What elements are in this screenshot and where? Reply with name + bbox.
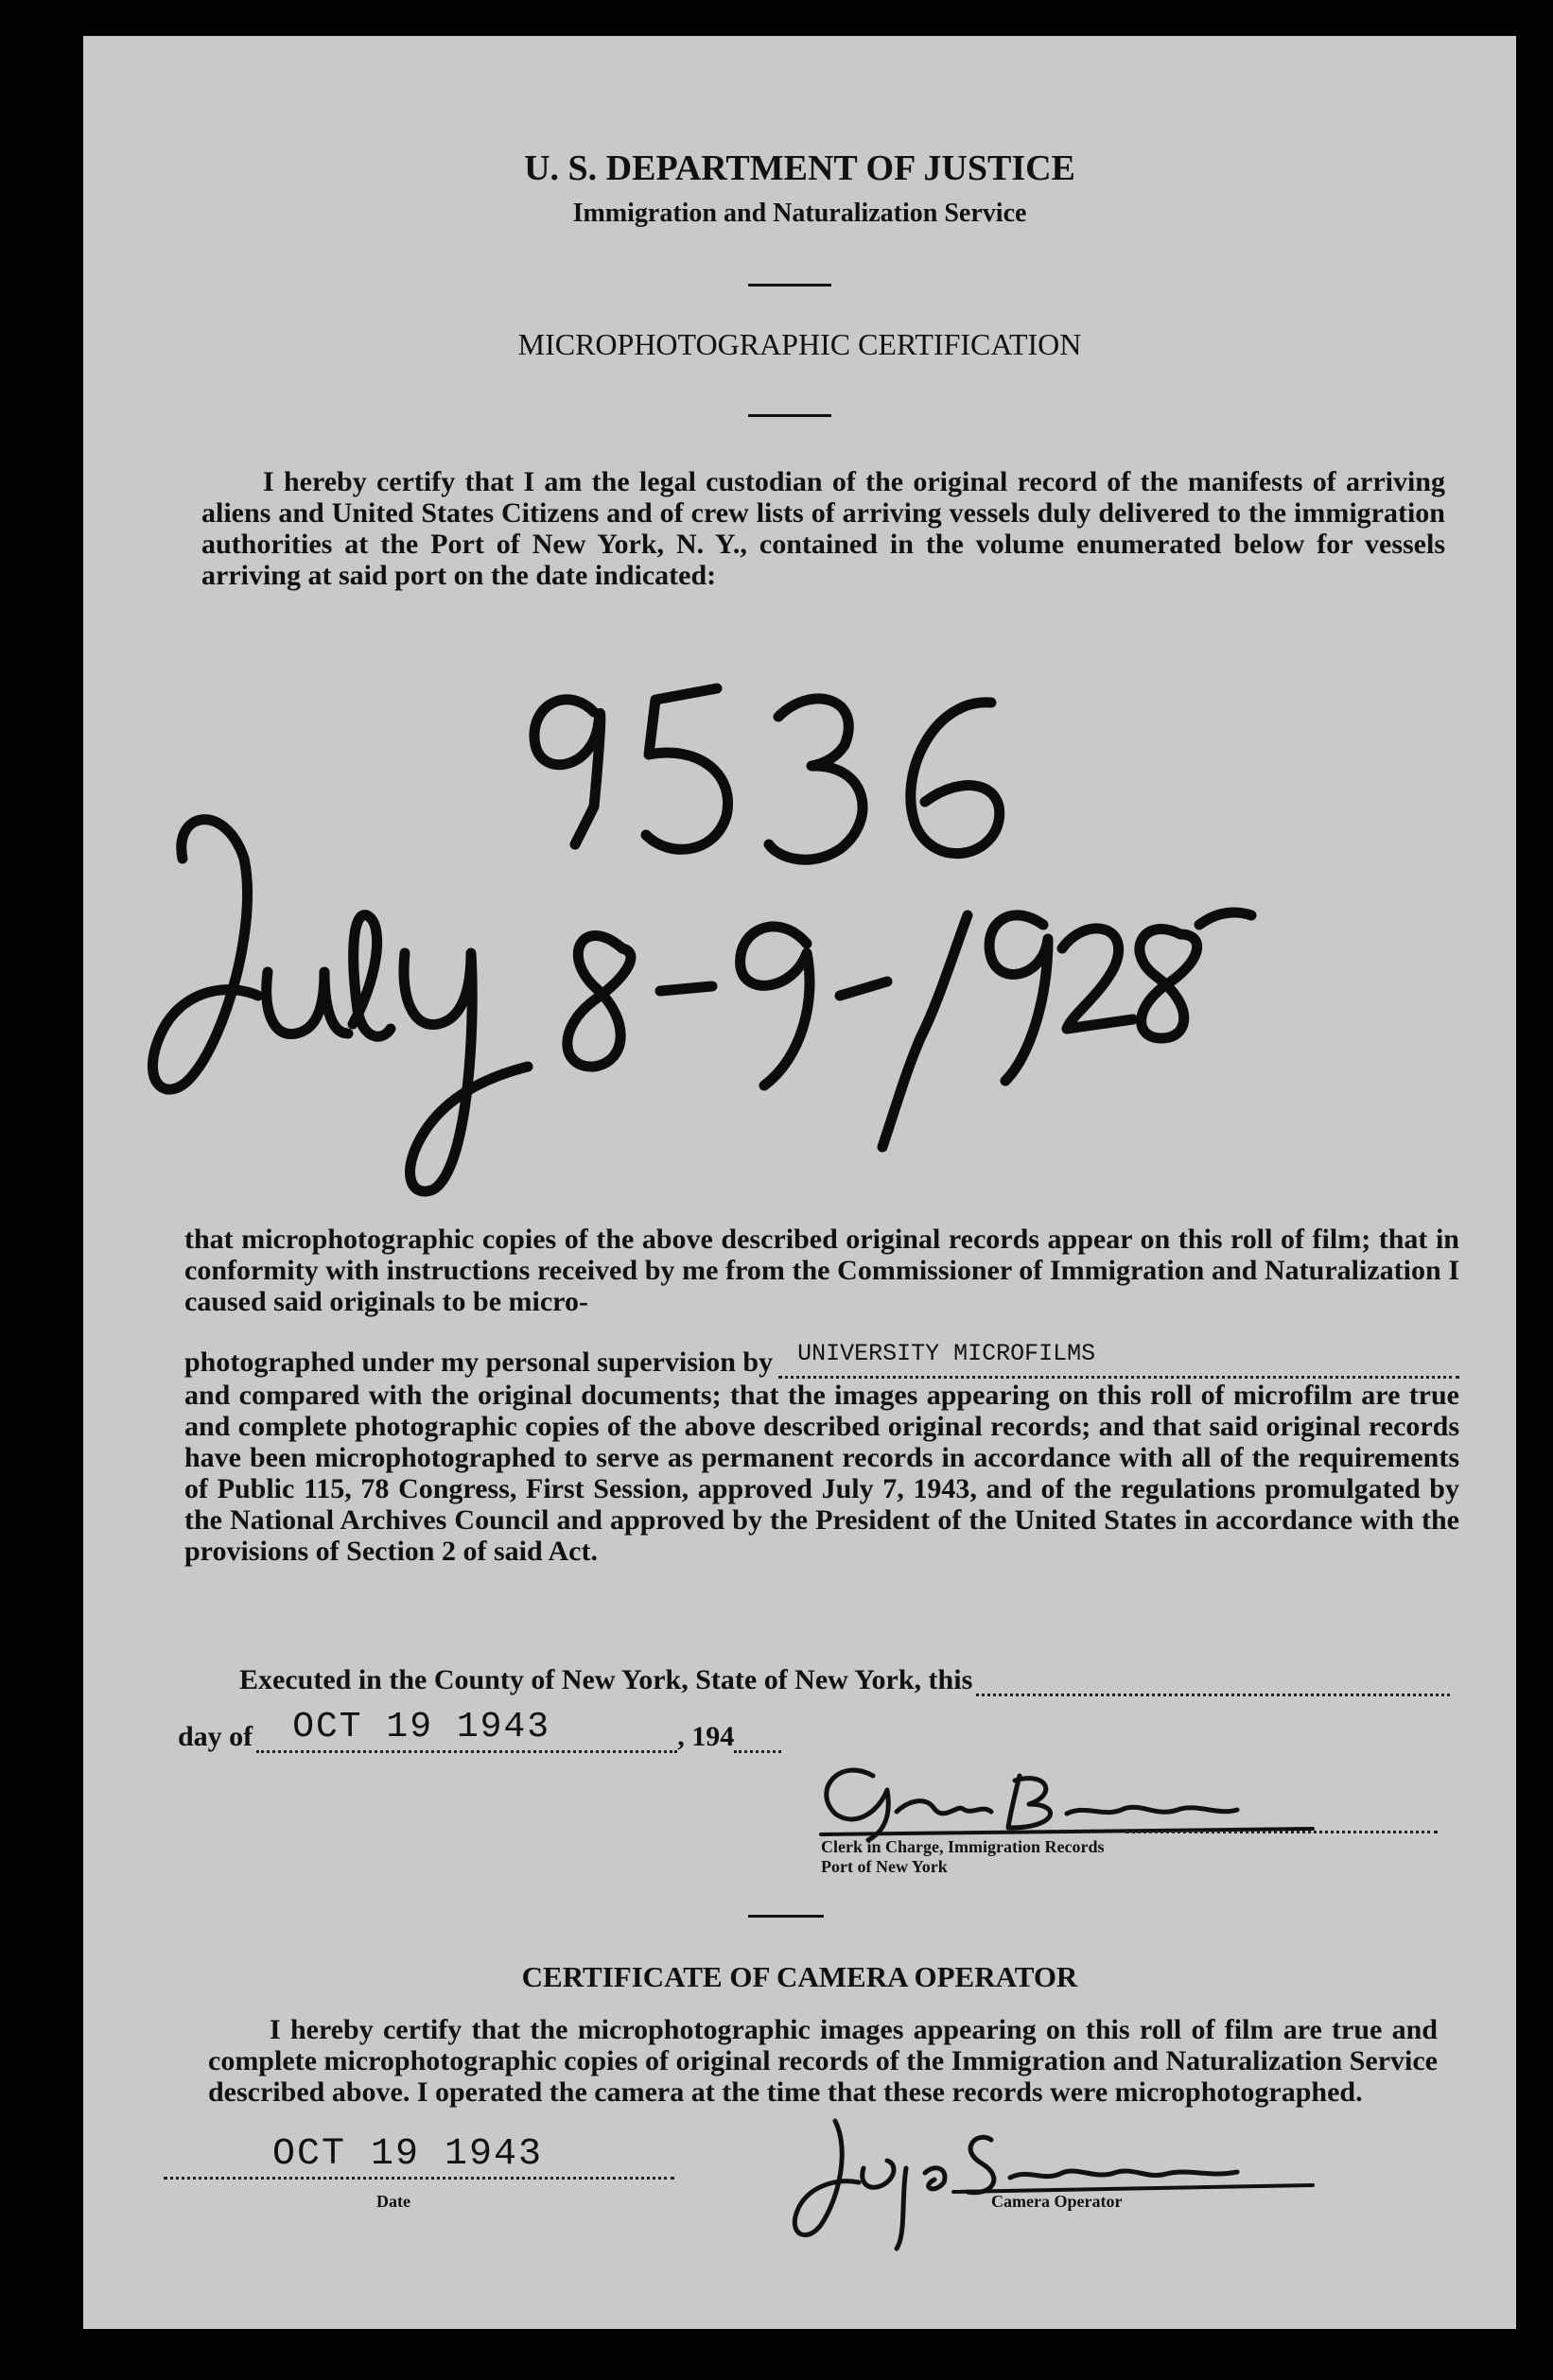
clerk-port: Port of New York [821, 1857, 948, 1876]
department-heading: U. S. DEPARTMENT OF JUSTICE [524, 148, 1075, 188]
supervision-label: photographed under my personal supervision by [184, 1346, 774, 1378]
date-label: Date [376, 2192, 410, 2211]
day-of-label: day of [178, 1721, 253, 1752]
camera-date-field [164, 2133, 674, 2182]
service-subheading: Immigration and Naturalization Service [572, 199, 1027, 228]
camera-certificate-statement: I hereby certify that the microphotographic images appearing on this roll of film are true and complete microphotographic copies of original records of the Immigration and Naturalization Service described above. I operated the camera at the time that these records were microphotographed. [208, 2014, 1438, 2108]
camera-stamp-date: OCT 19 1943 [272, 2133, 544, 2176]
clerk-signature [783, 1738, 1313, 1851]
executed-label: Executed in the County of New York, State of New York, this [239, 1664, 973, 1695]
year-field [734, 1726, 781, 1753]
microfilmer-field [778, 1340, 1459, 1379]
camera-operator-label: Camera Operator [991, 2192, 1123, 2211]
divider [748, 284, 831, 287]
clerk-title: Clerk in Charge, Immigration Records [821, 1837, 1105, 1856]
divider [748, 1915, 824, 1918]
camera-operator-signature [745, 2093, 1370, 2253]
certificate-sheet [83, 36, 1516, 2329]
day-of-field [256, 1707, 677, 1753]
supervision-line [184, 1340, 1459, 1379]
day-of-line [178, 1707, 783, 1753]
microphotography-statement-c: and compared with the original documents; that the images appearing on this roll of microfilm are true and complete photographic copies of the above described original records; and that said original records have been microphotographed to serve as permanent records in accordance with all of the requirements of Public 115, 78 Congress, First Session, approved July 7, 1943, and of the regulations promulgated by the National Archives Council and approved by the President of the United States in accordance with the provisions of Section 2 of said Act. [184, 1380, 1459, 1567]
microphotography-statement-a: that microphotographic copies of the above described original records appear on this roll of film; that in conformity with instructions received by me from the Commissioner of Immigration and Naturalization I caused said originals to be micro- [184, 1224, 1459, 1317]
divider [748, 414, 831, 417]
executed-line [239, 1664, 1450, 1696]
camera-certificate-title: CERTIFICATE OF CAMERA OPERATOR [521, 1960, 1078, 1993]
microfilmer-name: UNIVERSITY MICROFILMS [797, 1340, 1096, 1367]
handwritten-volume-date [83, 641, 1516, 1246]
document-title: MICROPHOTOGRAPHIC CERTIFICATION [517, 327, 1082, 361]
clerk-title-block [821, 1837, 1104, 1877]
clerk-signature-line [1125, 1823, 1438, 1833]
execution-stamp-date: OCT 19 1943 [292, 1707, 551, 1747]
year-label: , 194 [677, 1721, 735, 1752]
executed-day-field [976, 1669, 1450, 1696]
custodian-statement: I hereby certify that I am the legal custodian of the original record of the manifests of arriving aliens and United States Citizens and of crew lists of arriving vessels duly delivered to the immigration authorities at the Port of New York, N. Y., contained in the volume enumerated below for vessels arriving at said port on the date indicated: [201, 466, 1445, 591]
